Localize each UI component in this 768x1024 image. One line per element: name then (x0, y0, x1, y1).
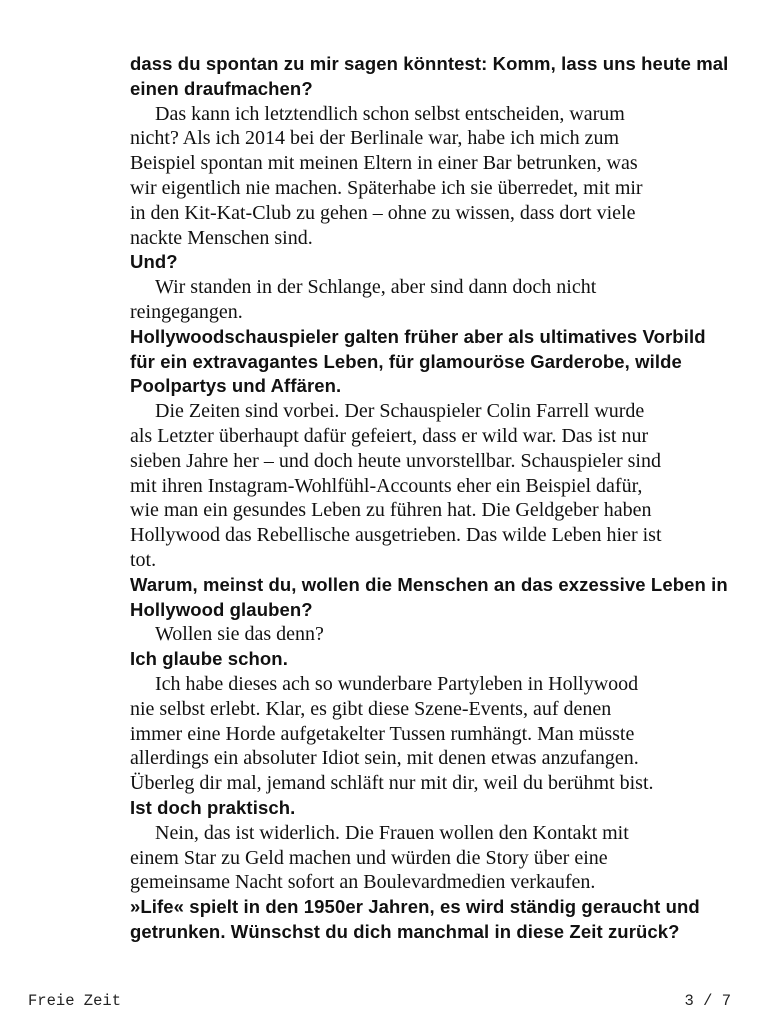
text-line: Die Zeiten sind vorbei. Der Schauspieler Colin Farrell wurde (155, 400, 645, 423)
text-line: für ein extravagantes Leben, für glamouröse Garderobe, wilde (130, 350, 682, 372)
text-line: nie selbst erlebt. Klar, es gibt diese Szene-Events, auf denen (130, 697, 612, 720)
text-line: »Life« spielt in den 1950er Jahren, es wird ständig geraucht und (130, 896, 700, 918)
text-line: Beispiel spontan mit meinen Eltern in einer Bar betrunken, was (130, 152, 638, 175)
paragraph-answer (130, 102, 654, 251)
text-line: Ist doch praktisch. (130, 796, 296, 818)
text-line: dass du spontan zu mir sagen könntest: Komm, lass uns heute mal (130, 53, 729, 74)
text-line: sieben Jahre her – und doch heute unvorstellbar. Schauspieler sind (130, 449, 661, 472)
text-line: einem Star zu Geld machen und würden die Story über eine (130, 846, 608, 869)
text-line: Überleg dir mal, jemand schläft nur mit dir, weil du berühmt bist. (130, 772, 654, 795)
text-line: als Letzter überhaupt dafür gefeiert, dass er wild war. Das ist nur (130, 424, 649, 447)
text-line: wie man ein gesundes Leben zu führen hat. Die Geldgeber haben (130, 499, 652, 522)
text-line: einen draufmachen? (130, 77, 313, 99)
text-line: in den Kit-Kat-Club zu gehen – ohne zu wissen, dass dort viele (130, 201, 636, 224)
paragraph-answer (130, 399, 662, 573)
interview-text-block (130, 52, 729, 945)
text-line: Ich glaube schon. (130, 648, 288, 670)
reader-status-bar (0, 984, 768, 1024)
text-line: immer eine Horde aufgetakelter Tussen rumhängt. Man müsste (130, 722, 635, 745)
text-line: wir eigentlich nie machen. Späterhabe ich sie überredet, mit mir (130, 176, 643, 199)
text-line: Hollywoodschauspieler galten früher aber als ultimatives Vorbild (130, 325, 706, 347)
text-line: Wir standen in der Schlange, aber sind dann doch nicht (155, 276, 597, 299)
text-line: nackte Menschen sind. (130, 226, 313, 249)
paragraph-answer (130, 275, 654, 325)
text-line: Warum, meinst du, wollen die Menschen an das exzessive Leben in (130, 573, 728, 595)
paragraph-question (130, 796, 654, 821)
paragraph-question (130, 647, 654, 672)
paragraph-answer (130, 821, 654, 895)
footer-page-indicator: 3 / 7 (684, 992, 731, 1010)
footer-book-title: Freie Zeit (28, 992, 122, 1010)
text-line: mit ihren Instagram-Wohlfühl-Accounts eher ein Beispiel dafür, (130, 474, 643, 497)
paragraph-question (130, 573, 728, 623)
text-line: gemeinsame Nacht sofort an Boulevardmedien verkaufen. (130, 871, 596, 894)
text-line: getrunken. Wünschst du dich manchmal in diese Zeit zurück? (130, 920, 680, 942)
text-line: Poolpartys und Affären. (130, 375, 342, 397)
text-line: tot. (130, 548, 157, 571)
paragraph-question (130, 325, 706, 399)
text-line: Und? (130, 251, 178, 273)
paragraph-question (130, 250, 654, 275)
paragraph-question (130, 52, 729, 102)
paragraph-answer (130, 672, 654, 796)
text-line: Hollywood glauben? (130, 598, 313, 620)
text-line: nicht? Als ich 2014 bei der Berlinale war, habe ich mich zum (130, 127, 620, 150)
text-line: Nein, das ist widerlich. Die Frauen wollen den Kontakt mit (155, 821, 629, 844)
text-line: allerdings ein absoluter Idiot sein, mit denen etwas anzufangen. (130, 747, 639, 770)
text-line: Das kann ich letztendlich schon selbst entscheiden, warum (155, 102, 625, 125)
text-line: Wollen sie das denn? (155, 623, 324, 646)
text-line: reingegangen. (130, 300, 243, 323)
text-line: Hollywood das Rebellische ausgetrieben. Das wilde Leben hier ist (130, 524, 662, 547)
paragraph-answer (130, 622, 654, 647)
text-line: Ich habe dieses ach so wunderbare Partyleben in Hollywood (155, 672, 639, 695)
paragraph-question (130, 895, 700, 945)
